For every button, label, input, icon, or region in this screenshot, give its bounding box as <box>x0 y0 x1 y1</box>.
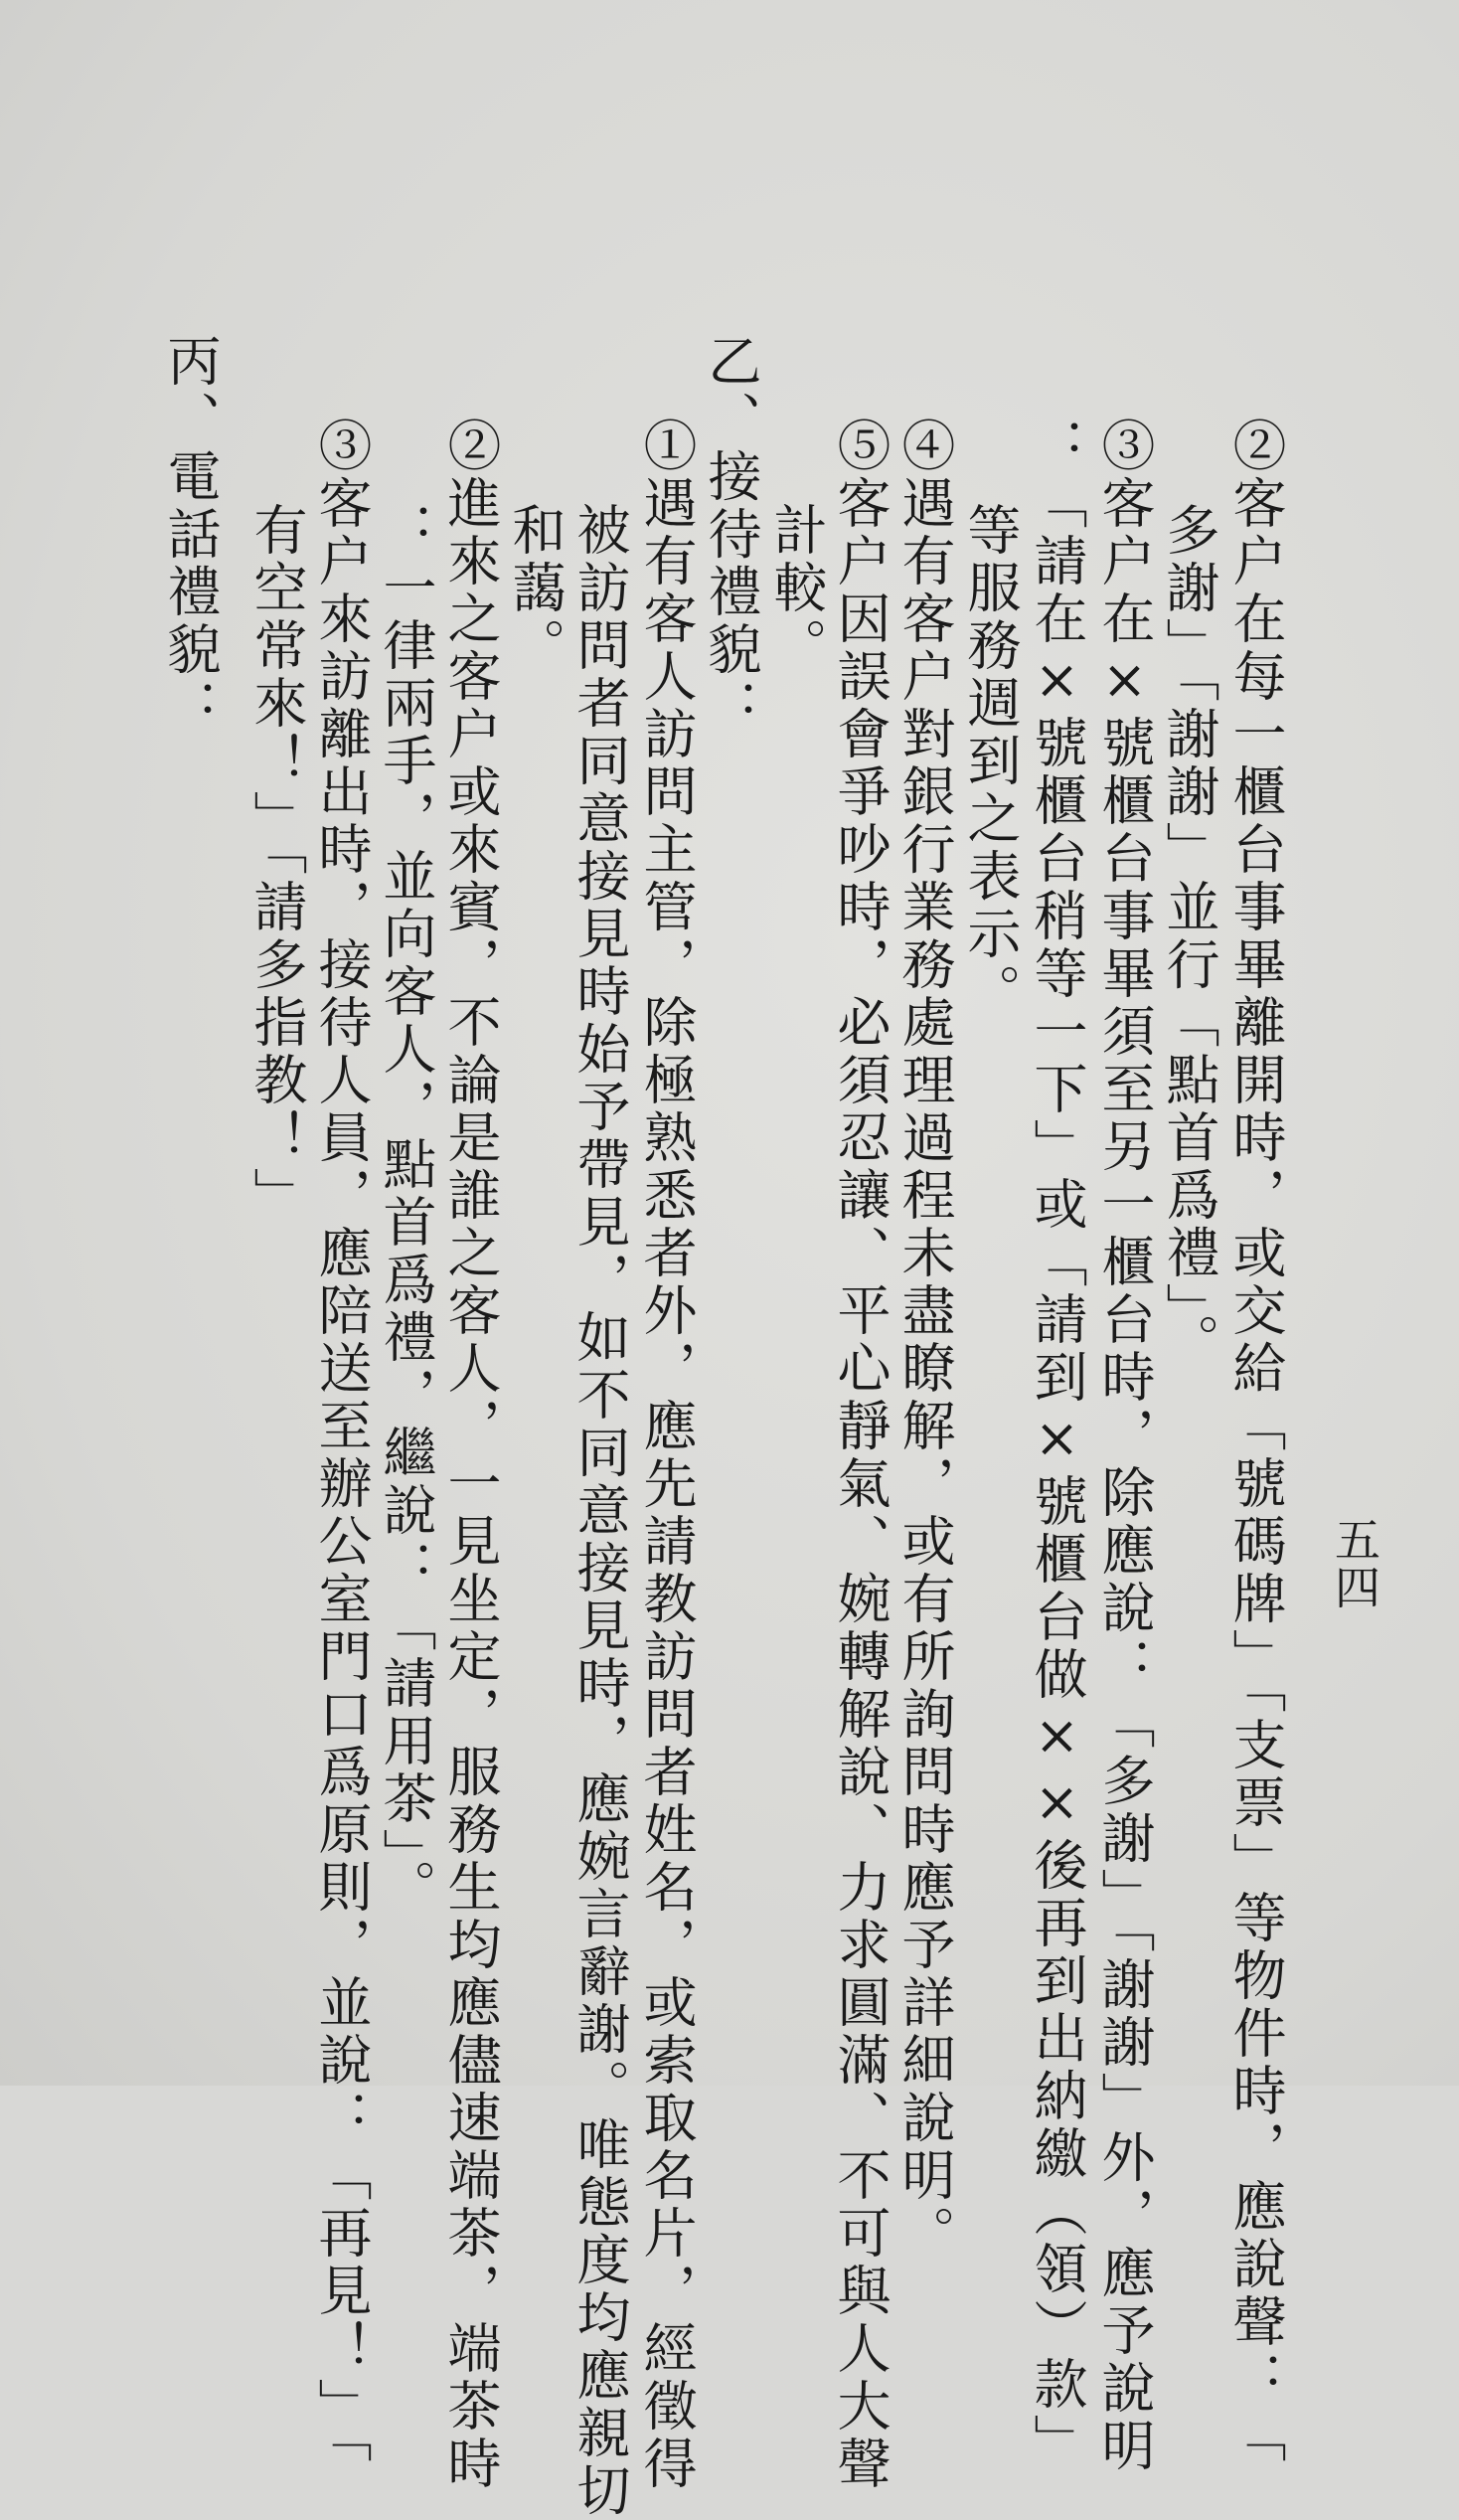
text-column-11: 被訪問者同意接見時始予帶見，如不同意接見時，應婉言辭謝。唯態度均應親切 <box>568 502 631 2520</box>
text-column-6: ④遇有客户對銀行業務處理過程未盡瞭解，或有所詢問時應予詳細說明。 <box>893 418 956 2263</box>
text-column-15: ③客户來訪離出時，接待人員，應陪送至辦公室門口爲原則，並說：「再見！」「 <box>310 418 373 2466</box>
text-column-14: ：一律兩手，並向客人，點首爲禮，繼說：「請用茶」。 <box>375 502 437 1917</box>
text-column-3: ③客户在×號櫃台事畢須至另一櫃台時，除應說：「多謝」「謝謝」外，應予說明 <box>1093 418 1156 2475</box>
text-column-13: ②進來之客户或來賓，不論是誰之客人，一見坐定，服務生均應儘速端茶，端茶時 <box>439 418 502 2493</box>
text-column-16: 有空常來！」「請多指教！」 <box>245 502 308 1225</box>
text-column-7: ⑤客户因誤會爭吵時，必須忍讓、平心靜氣、婉轉解說、力求圓滿、不可與人大聲 <box>829 418 892 2493</box>
text-column-2: 多謝」「謝謝」並行「點首爲禮」。 <box>1158 502 1220 1371</box>
section-heading-yi: 乙、接待禮貌： <box>700 333 762 737</box>
text-column-1: ②客户在每一櫃台事畢離開時，或交給「號碼牌」「支票」等物件時，應說聲：「 <box>1224 418 1287 2466</box>
page-number: 五四 <box>1328 1516 1381 1611</box>
text-column-12: 和藹。 <box>504 502 567 675</box>
text-column-8: 計較。 <box>765 502 828 675</box>
text-column-5: 等服務週到之表示。 <box>959 502 1022 1021</box>
text-column-4: ：「請在×號櫃台稍等一下」或「請到×號櫃台做××後再到出納繳（領）款」 <box>1026 418 1088 2471</box>
text-column-10: ①遇有客人訪問主管，除極熟悉者外，應先請教訪問者姓名，或索取名片，經徵得 <box>635 418 698 2493</box>
section-heading-bing: 丙、電話禮貌： <box>159 333 222 737</box>
